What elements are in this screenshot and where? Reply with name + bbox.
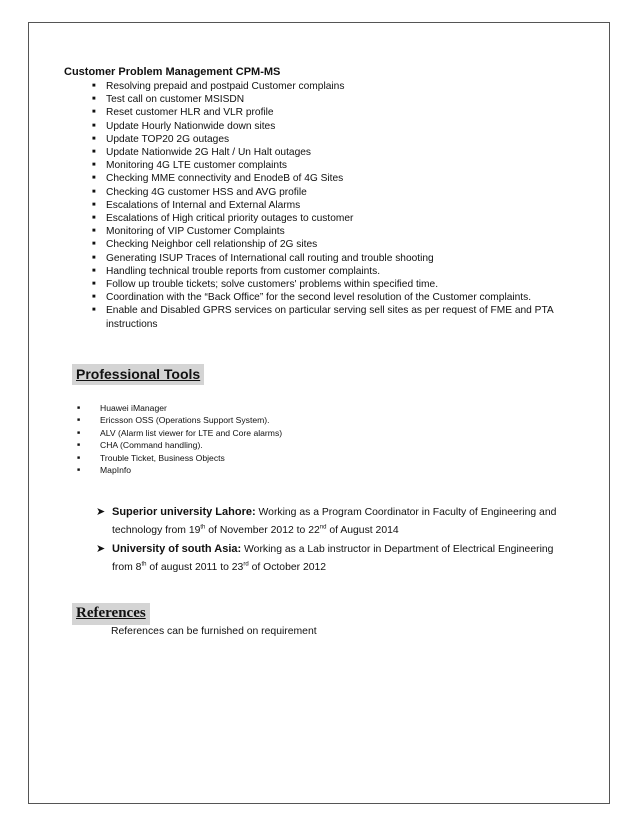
ordinal-suffix: th [200,524,206,531]
list-item: ■ Test call on customer MSISDN [92,93,572,106]
list-item: ■ Monitoring of VIP Customer Complaints [92,225,572,238]
list-item: ■ Monitoring 4G LTE customer complaints [92,159,572,172]
list-item: ■ Update TOP20 2G outages [92,133,572,146]
experience-org: University of south Asia: [112,543,242,555]
experience-text [112,540,566,577]
references-text: References can be furnished on requirement [111,626,317,637]
list-item: ■ Ericsson OSS (Operations Support System). [77,414,282,426]
arrow-bullet-icon: ➤ [96,506,106,518]
list-item: ■ MapInfo [77,464,282,476]
experience-org: Superior university Lahore: [112,506,256,518]
list-item: ■ Follow up trouble tickets; solve customers' problems within specified time. [92,278,572,291]
experience-desc: of august 2011 to 23 [146,562,244,573]
cpm-duties-list [92,80,572,331]
references-heading: References [72,603,150,625]
experience-entry [96,503,566,540]
experience-entry [96,540,566,577]
list-item: ■ Update Nationwide 2G Halt / Un Halt outages [92,146,572,159]
ordinal-suffix: nd [319,524,327,531]
list-item: ■ Escalations of High critical priority outages to customer [92,212,572,225]
experience-desc: of August 2014 [326,525,399,536]
experience-desc: of October 2012 [248,562,327,573]
list-item: ■ Reset customer HLR and VLR profile [92,106,572,119]
experience-desc: Working as a Program Coordinator in Faculty of Engineering and technology from 19 [112,507,557,536]
list-item: ■ ALV (Alarm list viewer for LTE and Core alarms) [77,427,282,439]
ordinal-suffix: th [141,561,147,568]
professional-tools-heading: Professional Tools [72,364,204,385]
cpm-section-title: Customer Problem Management CPM-MS [64,66,281,78]
list-item: ■ Escalations of Internal and External Alarms [92,199,572,212]
list-item: ■ Checking 4G customer HSS and AVG profile [92,186,572,199]
list-item: ■ Checking Neighbor cell relationship of 2G sites [92,238,572,251]
list-item: ■ CHA (Command handling). [77,439,282,451]
list-item: ■ Resolving prepaid and postpaid Customer complains [92,80,572,93]
ordinal-suffix: rd [243,561,249,568]
arrow-bullet-icon: ➤ [96,543,106,555]
list-item: ■ Coordination with the “Back Office” for the second level resolution of the Customer complaints. [92,291,572,304]
experience-desc: Working as a Lab instructor in Department of Electrical Engineering from 8 [112,544,554,573]
list-item: ■ Update Hourly Nationwide down sites [92,120,572,133]
tools-list [77,402,282,476]
list-item: ■ Huawei iManager [77,402,282,414]
list-item: ■ Generating ISUP Traces of International call routing and trouble shooting [92,252,572,265]
list-item: ■ Trouble Ticket, Business Objects [77,452,282,464]
list-item: ■ Enable and Disabled GPRS services on particular serving sell sites as per request of FME and PTA instructions [92,304,572,330]
list-item: ■ Handling technical trouble reports from customer complaints. [92,265,572,278]
list-item: ■ Checking MME connectivity and EnodeB of 4G Sites [92,172,572,185]
experience-text [112,503,566,540]
experience-desc: of November 2012 to 22 [205,525,320,536]
